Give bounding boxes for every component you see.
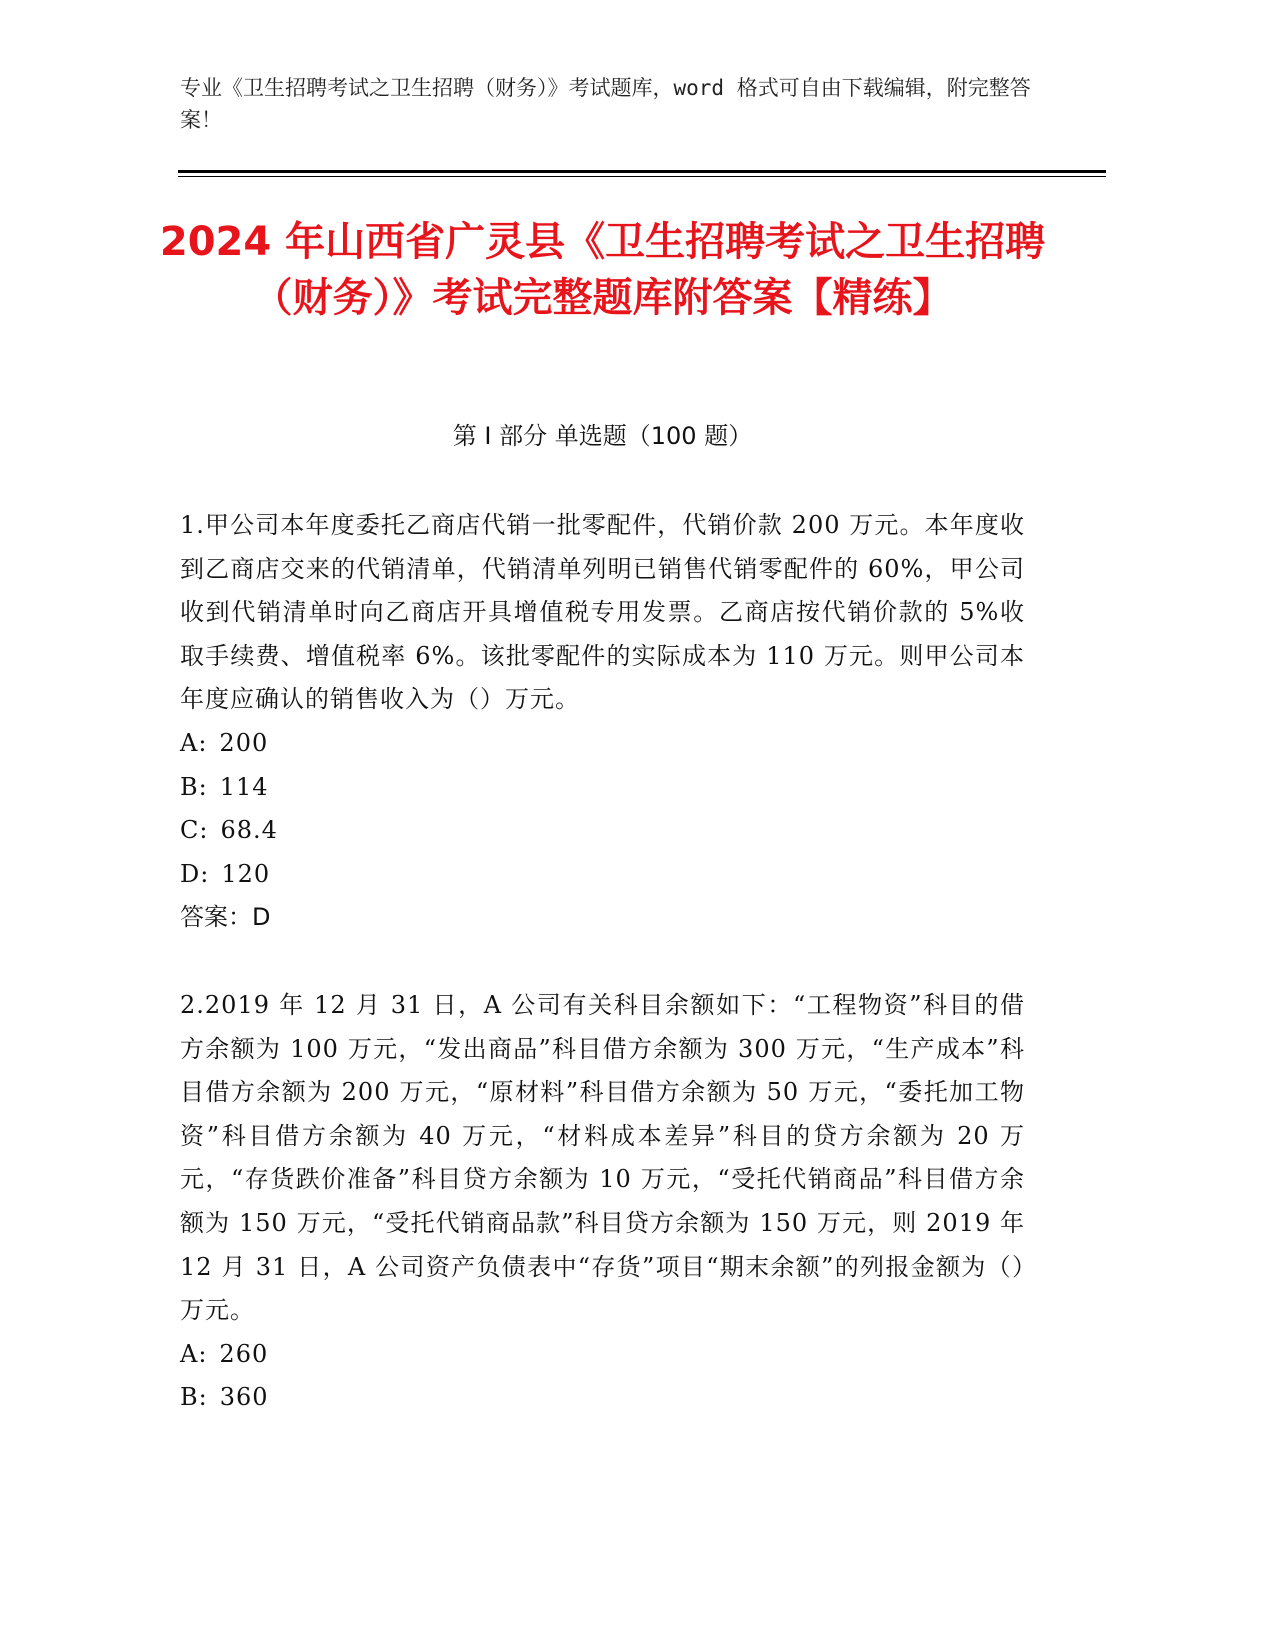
option-b	[180, 766, 1025, 810]
option-key: A:	[180, 1339, 208, 1368]
question-2	[180, 984, 1025, 1420]
answer: 答案：D	[180, 903, 271, 932]
option-a	[180, 722, 1025, 766]
question-text: 1.甲公司本年度委托乙商店代销一批零配件，代销价款 200 万元。本年度收到乙商店交来的代销清单，代销清单列明已销售代销零配件的 60%，甲公司收到代销清单时向乙商店开具增值税专用发票。乙商店按代销价款的 5%收取手续费、增值税率 6%。该批零配件的实际成本为 110 万元。则甲公司本年度应确认的销售收入为（）万元。	[180, 511, 1025, 714]
question-1	[180, 504, 1025, 940]
option-b	[180, 1376, 1025, 1420]
option-value: 360	[219, 1383, 269, 1412]
option-d	[180, 853, 1025, 897]
option-value: 260	[219, 1339, 269, 1368]
option-value: 114	[219, 772, 269, 801]
document-title: 2024 年山西省广灵县《卫生招聘考试之卫生招聘（财务）》考试完整题库附答案【精练】	[159, 219, 1046, 321]
option-key: B:	[180, 772, 208, 801]
header-rule-thick	[178, 170, 1106, 173]
option-value: 200	[219, 728, 269, 757]
option-c	[180, 809, 1025, 853]
option-key: C:	[180, 816, 209, 845]
section-title: 第 I 部分 单选题（100 题）	[452, 422, 753, 450]
option-key: D:	[180, 859, 210, 888]
header-note: 专业《卫生招聘考试之卫生招聘（财务）》考试题库，word 格式可自由下载编辑，附完整答案！	[180, 76, 1031, 132]
option-key: A:	[180, 728, 208, 757]
option-key: B:	[180, 1383, 208, 1412]
option-value: 120	[221, 859, 271, 888]
option-a	[180, 1333, 1025, 1377]
header-rule-thin	[178, 176, 1106, 177]
option-value: 68.4	[220, 816, 278, 845]
question-text: 2.2019 年 12 月 31 日，A 公司有关科目余额如下：“工程物资”科目的借方余额为 100 万元，“发出商品”科目借方余额为 300 万元，“生产成本”科目借方余额为 200 万元，“原材料”科目借方余额为 50 万元，“委托加工物资”科目借方余额为 40 万元，“材料成本差异”科目的贷方余额为 20 万元，“存货跌价准备”科目贷方余额为 10 万元，“受托代销商品”科目借方余额为 150 万元，“受托代销商品款”科目贷方余额为 150 万元，则 2019 年 12 月 31 日，A 公司资产负债表中“存货”项目“期末余额”的列报金额为（）万元。	[180, 991, 1025, 1325]
